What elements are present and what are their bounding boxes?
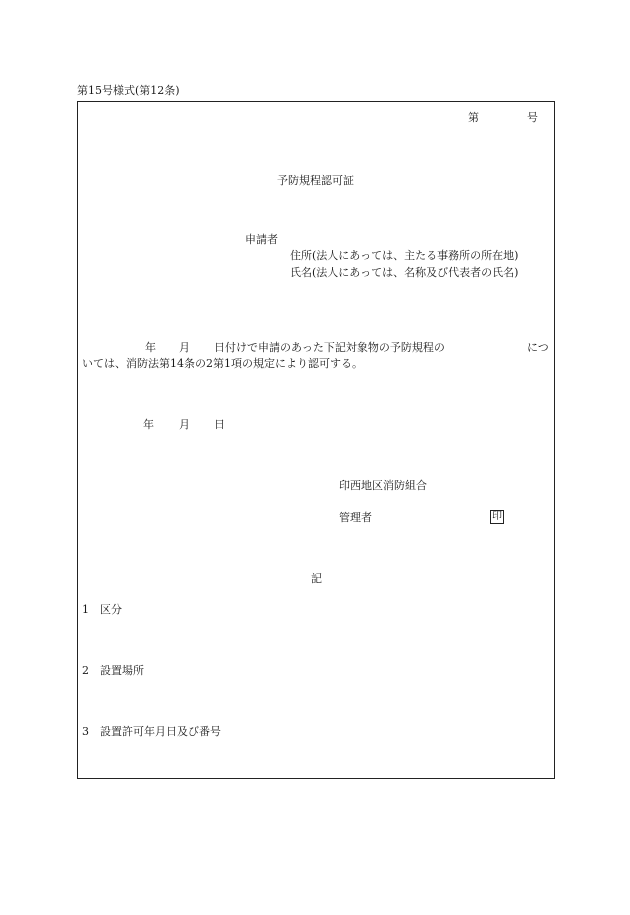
issuer-org: 印西地区消防組合	[339, 479, 427, 492]
body-line2: いては、消防法第14条の2第1項の規定により認可する。	[82, 357, 363, 370]
body-line1: 日付けで申請のあった下記対象物の予防規程の	[214, 341, 445, 354]
certificate-frame	[77, 101, 555, 779]
item-label: 設置場所	[100, 664, 144, 677]
number-dai: 第	[468, 111, 479, 124]
date-month: 月	[179, 418, 190, 431]
item-number: 3	[82, 725, 89, 738]
body-line1-end: につ	[527, 341, 549, 354]
applicant-address: 住所(法人にあっては、主たる事務所の所在地)	[290, 249, 519, 262]
item-number: 1	[82, 603, 89, 616]
seal-stamp: 印	[492, 511, 502, 522]
number-go: 号	[527, 111, 538, 124]
applicant-label: 申請者	[245, 233, 278, 246]
applicant-name: 氏名(法人にあっては、名称及び代表者の氏名)	[290, 266, 519, 279]
ki-heading: 記	[311, 572, 322, 585]
body-year: 年	[145, 341, 156, 354]
form-id: 第15号様式(第12条)	[77, 84, 180, 97]
date-day: 日	[214, 418, 225, 431]
issuer-role: 管理者	[339, 511, 372, 524]
document-title: 予防規程認可証	[277, 174, 354, 187]
item-label: 設置許可年月日及び番号	[100, 725, 221, 738]
item-number: 2	[82, 664, 89, 677]
body-month: 月	[179, 341, 190, 354]
date-year: 年	[143, 418, 154, 431]
item-label: 区分	[100, 603, 122, 616]
